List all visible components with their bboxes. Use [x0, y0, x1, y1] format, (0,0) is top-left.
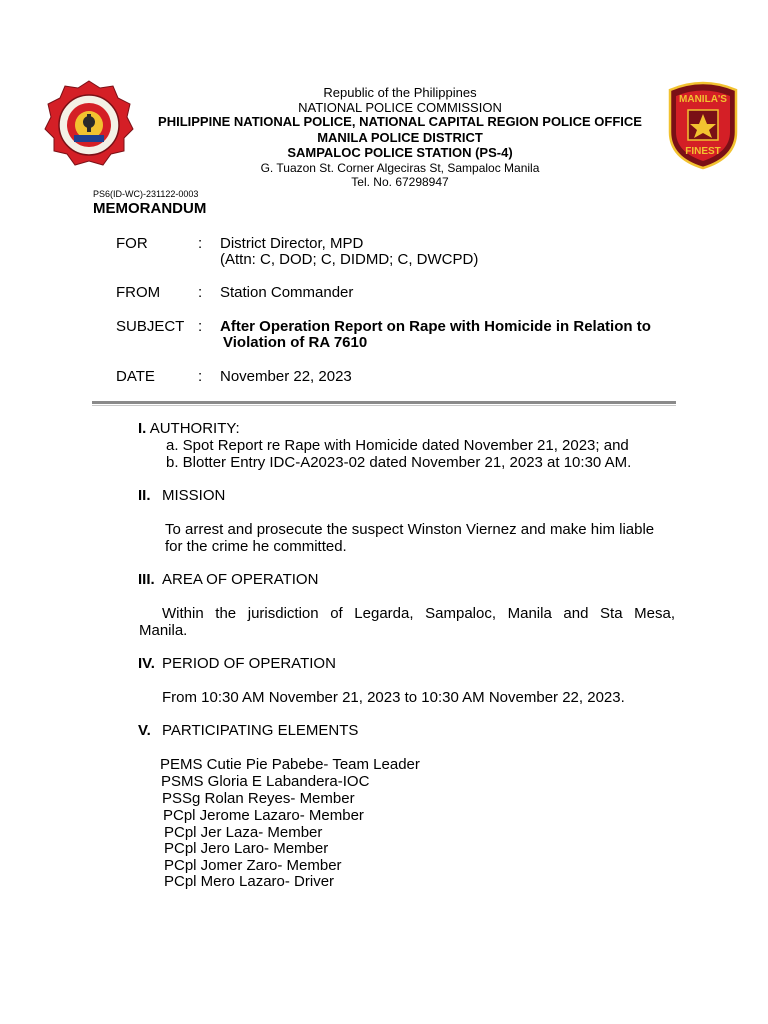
- header-address: G. Tuazon St. Corner Algeciras St, Sampaloc Manila: [260, 161, 540, 175]
- period-text: From 10:30 AM November 21, 2023 to 10:30 AM November 22, 2023.: [162, 689, 625, 706]
- section-authority-title: AUTHORITY:: [149, 420, 240, 437]
- separator-rule: [92, 401, 676, 404]
- list-item: PCpl Jomer Zaro- Member: [164, 857, 342, 874]
- header-napolcom: NATIONAL POLICE COMMISSION: [298, 100, 502, 115]
- authority-item-b: b. Blotter Entry IDC-A2023-02 dated November 21, 2023 at 10:30 AM.: [166, 454, 632, 471]
- section-mission-number: II.: [138, 487, 151, 504]
- date-value: November 22, 2023: [220, 368, 352, 385]
- memo-heading: MEMORANDUM: [93, 200, 207, 217]
- subject-label: SUBJECT: [116, 318, 185, 335]
- header-republic: Republic of the Philippines: [323, 85, 477, 100]
- mission-text-line-2: for the crime he committed.: [165, 538, 347, 555]
- reference-number: PS6(ID-WC)-231122-0003: [93, 189, 199, 199]
- section-authority-number: I.: [138, 420, 147, 437]
- section-area-title: AREA OF OPERATION: [162, 571, 319, 588]
- for-value: District Director, MPD: [220, 235, 364, 252]
- section-mission-title: MISSION: [162, 487, 226, 504]
- for-attention: (Attn: C, DOD; C, DIDMD; C, DWCPD): [220, 251, 479, 268]
- area-text-line-2: Manila.: [139, 622, 188, 639]
- list-item: PEMS Cutie Pie Pabebe- Team Leader: [160, 756, 420, 773]
- header-mpd: MANILA POLICE DISTRICT: [317, 130, 483, 145]
- subject-line-2: Violation of RA 7610: [223, 334, 368, 351]
- for-label: FOR: [116, 235, 148, 252]
- header-pnp-ncrpo: PHILIPPINE NATIONAL POLICE, NATIONAL CAPITAL REGION POLICE OFFICE: [158, 114, 642, 129]
- list-item: PCpl Jerome Lazaro- Member: [163, 807, 364, 824]
- from-value: Station Commander: [220, 284, 354, 301]
- subject-line-1: After Operation Report on Rape with Homicide in Relation to: [220, 318, 651, 335]
- section-period-number: IV.: [138, 655, 155, 672]
- date-label: DATE: [116, 368, 155, 385]
- logo-bottom-text: FINEST: [685, 146, 721, 157]
- list-item: PSSg Rolan Reyes- Member: [162, 790, 355, 807]
- section-area-number: III.: [138, 571, 155, 588]
- header-station: SAMPALOC POLICE STATION (PS-4): [287, 145, 513, 160]
- for-colon: :: [198, 235, 203, 252]
- mission-text-line-1: To arrest and prosecute the suspect Winston Viernez and make him liable: [165, 521, 655, 538]
- section-elements-title: PARTICIPATING ELEMENTS: [162, 722, 359, 739]
- header-telephone: Tel. No. 67298947: [351, 175, 449, 189]
- subject-colon: :: [198, 318, 203, 335]
- list-item: PCpl Jer Laza- Member: [164, 824, 323, 841]
- from-label: FROM: [116, 284, 161, 301]
- authority-item-a: a. Spot Report re Rape with Homicide dated November 21, 2023; and: [166, 437, 629, 454]
- list-item: PSMS Gloria E Labandera-IOC: [161, 773, 370, 790]
- from-colon: :: [198, 284, 203, 301]
- date-colon: :: [198, 368, 203, 385]
- list-item: PCpl Mero Lazaro- Driver: [164, 873, 335, 890]
- logo-top-text: MANILA'S: [679, 94, 727, 105]
- section-authority-heading: [138, 420, 240, 437]
- section-elements-number: V.: [138, 722, 151, 739]
- area-text-line-1: Within the jurisdiction of Legarda, Sampaloc, Manila and Sta Mesa,: [162, 605, 675, 622]
- list-item: PCpl Jero Laro- Member: [164, 840, 329, 857]
- separator-rule-thin: [92, 405, 676, 406]
- section-period-title: PERIOD OF OPERATION: [162, 655, 336, 672]
